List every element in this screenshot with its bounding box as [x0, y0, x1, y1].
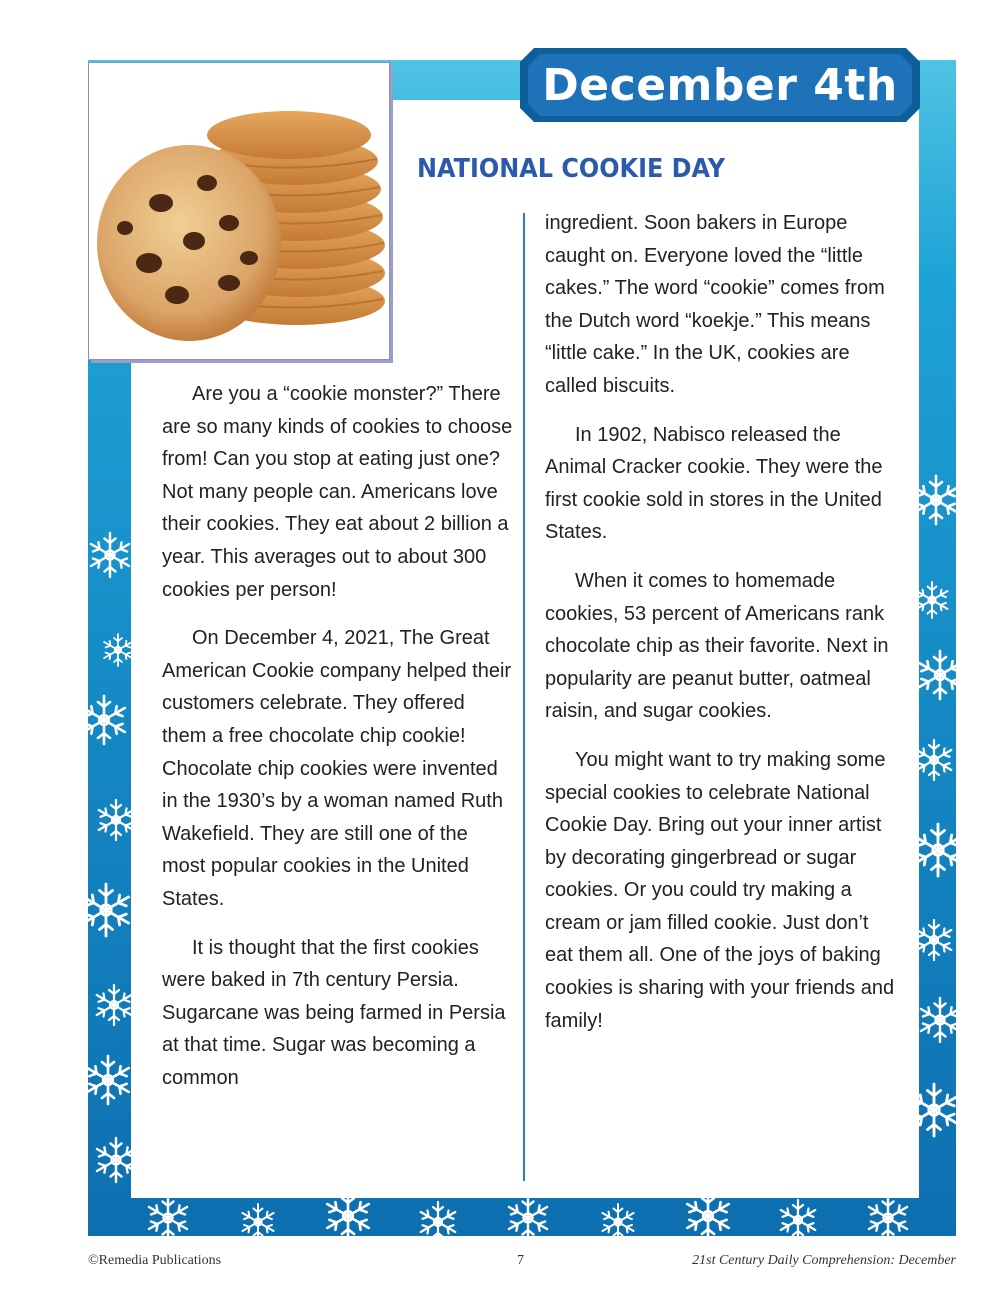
article-heading: NATIONAL COOKIE DAY	[417, 154, 726, 184]
footer-publisher: ©Remedia Publications	[88, 1253, 222, 1268]
cookie-photo	[88, 62, 390, 360]
paragraph: You might want to try making some special cookies to celebrate National Cookie Day. Bring out your inner artist by decorating gingerbread or sugar cookies. Or you could try making a cream or jam filled cookie. Just don’t eat them all. One of the joys of baking cookies is sharing with your friends and family!	[545, 748, 895, 1032]
paragraph: On December 4, 2021, The Great American Cookie company helped their customers celebrate. They offered them a free chocolate chip cookie! Chocolate chip cookies were invented in the 1930’s by a woman named Ruth Wakefield. They are still one of the most popular cookies in the United States.	[162, 627, 512, 910]
paragraph: When it comes to homemade cookies, 53 percent of Americans rank chocolate chip as their favorite. Next in popularity are peanut butter, oatmeal raisin, and sugar cookies.	[545, 569, 889, 723]
right-column	[545, 207, 900, 1053]
paragraph: In 1902, Nabisco released the Animal Cracker cookie. They were the first cookie sold in stores in the United States.	[545, 423, 883, 544]
footer-page-number: 7	[517, 1253, 524, 1268]
page-title: December 4th	[542, 60, 898, 111]
column-divider	[523, 213, 525, 1181]
left-column	[162, 378, 514, 1110]
footer-series: 21st Century Daily Comprehension: December	[692, 1253, 956, 1268]
paragraph: Are you a “cookie monster?” There are so many kinds of cookies to choose from! Can you stop at eating just one? Not many people can. Americans love their cookies. They eat about 2 billion a year. This averages out to about 300 cookies per person!	[162, 383, 513, 601]
cookie-stack-icon	[89, 63, 389, 359]
paragraph: It is thought that the first cookies were baked in 7th century Persia. Sugarcane was being farmed in Persia at that time. Sugar was becoming a common	[162, 936, 506, 1089]
paragraph: ingredient. Soon bakers in Europe caught on. Everyone loved the “little cakes.” The word “cookie” comes from the Dutch word “koekje.” This means “little cake.” In the UK, cookies are called biscuits.	[545, 212, 885, 397]
